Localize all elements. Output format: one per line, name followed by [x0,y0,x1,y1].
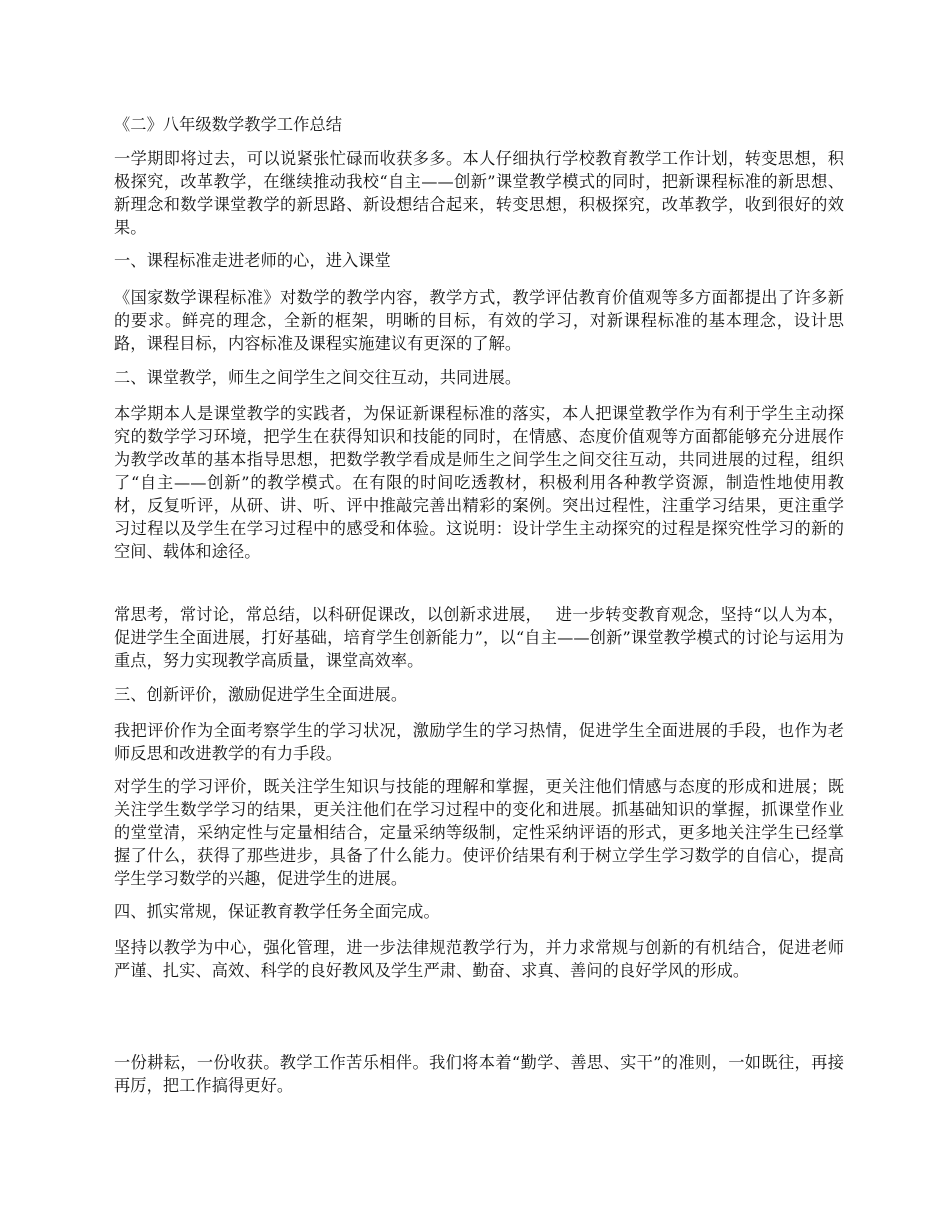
section-heading-3: 三、创新评价，激励促进学生全面进展。 [114,685,408,704]
section-heading-2: 二、课堂教学，师生之间学生之间交往互动，共同进展。 [114,368,522,387]
section-heading-1: 一、课程标准走进老师的心，进入课堂 [114,251,391,270]
paragraph-conclusion: 一份耕耘，一份收获。教学工作苦乐相伴。我们将本着“勤学、善思、实干”的准则，一如既往，再接再厉，把工作搞得更好。 [114,1053,844,1095]
paragraph-evaluation: 我把评价作为全面考察学生的学习状况，激励学生的学习热情，促进学生全面进展的手段，也作为老师反思和改进教学的有力手段。 [114,721,844,763]
paragraph-reflection: 常思考，常讨论，常总结，以科研促课改，以创新求进展， 进一步转变教育观念，坚持“以人为本，促进学生全面进展，打好基础，培育学生创新能力”，以“自主——创新”课堂教学模式的讨论与运用为重点，努力实现教学高质量，课堂高效率。 [114,605,844,670]
paragraph-curriculum: 《国家数学课程标准》对数学的教学内容，教学方式，教学评估教育价值观等多方面都提出了许多新的要求。鲜亮的理念，全新的框架，明晰的目标，有效的学习，对新课程标准的基本理念，设计思路，课程目标，内容标准及课程实施建议有更深的了解。 [114,288,844,353]
paragraph-classroom: 本学期本人是课堂教学的实践者，为保证新课程标准的落实，本人把课堂教学作为有利于学生主动探究的数学学习环境，把学生在获得知识和技能的同时，在情感、态度价值观等方面都能够充分进展作为教学改革的基本指导思想，把数学教学看成是师生之间学生之间交往互动，共同进展的过程，组织了“自主——创新”的教学模式。在有限的时间吃透教材，积极利用各种教学资源，制造性地使用教材，反复听评，从研、讲、听、评中推敲完善出精彩的案例。突出过程性，注重学习结果，更注重学习过程以及学生在学习过程中的感受和体验。这说明：设计学生主动探究的过程是探究性学习的新的空间、载体和途径。 [114,404,844,561]
section-heading-4: 四、抓实常规，保证教育教学任务全面完成。 [114,902,440,921]
paragraph-intro: 一学期即将过去，可以说紧张忙碌而收获多多。本人仔细执行学校教育教学工作计划，转变思想，积极探究，改革教学，在继续推动我校“自主——创新”课堂教学模式的同时，把新课程标准的新思想、新理念和数学课堂教学的新思路、新设想结合起来，转变思想，积极探究，改革教学，收到很好的效果。 [114,149,844,237]
paragraph-routine: 坚持以教学为中心，强化管理，进一步法律规范教学行为，并力求常规与创新的有机结合，促进老师严谨、扎实、高效、科学的良好教风及学生严肃、勤奋、求真、善问的良好学风的形成。 [114,938,844,980]
paragraph-assessment: 对学生的学习评价，既关注学生知识与技能的理解和掌握，更关注他们情感与态度的形成和进展；既关注学生数学学习的结果，更关注他们在学习过程中的变化和进展。抓基础知识的掌握，抓课堂作业的堂堂清，采纳定性与定量相结合，定量采纳等级制，定性采纳评语的形式，更多地关注学生已经掌握了什么，获得了那些进步，具备了什么能力。使评价结果有利于树立学生学习数学的自信心，提高学生学习数学的兴趣，促进学生的进展。 [114,777,844,888]
document-title: 《二》八年级数学教学工作总结 [114,115,343,134]
